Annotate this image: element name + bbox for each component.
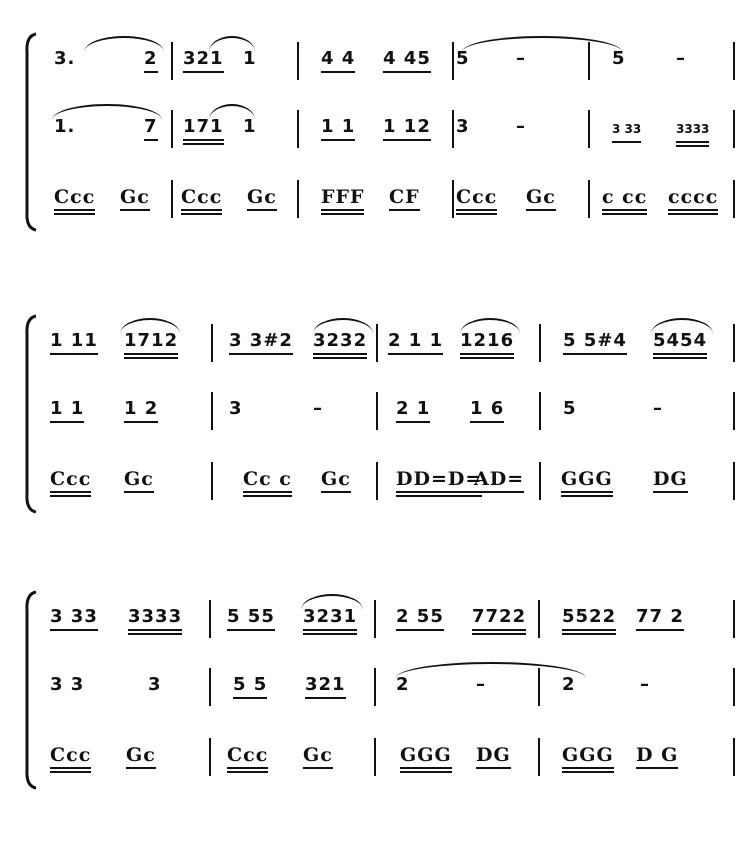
harmony-dash: – (653, 398, 663, 419)
harmony-note: 5 (563, 398, 577, 419)
barline (733, 180, 735, 218)
chord-symbol: Gc (321, 468, 351, 490)
measure (211, 596, 371, 642)
measure (211, 734, 371, 780)
chord-symbol: Ccc (456, 186, 498, 208)
measure (376, 596, 536, 642)
melody-note: 2 1 1 (388, 330, 444, 351)
chord-symbol: DG (476, 744, 511, 766)
score-system-3 (22, 586, 734, 796)
barline (733, 392, 735, 430)
system-brace (22, 590, 40, 790)
melody-note: 4 45 (383, 48, 431, 69)
measure (40, 734, 208, 780)
harmony-note: 3 (456, 116, 470, 137)
measure (213, 320, 373, 366)
measure (454, 176, 588, 222)
barline (733, 668, 735, 706)
chord-part (40, 176, 734, 226)
chord-symbol: GGG (400, 744, 452, 766)
measure (590, 176, 734, 222)
melody-part (40, 320, 734, 370)
melody-note: 321 (183, 48, 224, 69)
harmony-note: 7 (144, 116, 158, 137)
melody-note: 5 5#4 (563, 330, 627, 351)
melody-note: 3333 (128, 606, 183, 627)
measure (540, 664, 730, 710)
harmony-dash: – (476, 674, 486, 695)
measure (40, 106, 170, 152)
harmony-note: 3 33 (612, 118, 641, 140)
measure (376, 664, 536, 710)
harmony-part (40, 664, 734, 714)
chord-part (40, 734, 734, 784)
melody-note: 5 (456, 48, 470, 69)
chord-symbol: Ccc (227, 744, 269, 766)
measure (376, 734, 536, 780)
measure (540, 596, 730, 642)
chord-symbol: Ccc (181, 186, 223, 208)
melody-note: 3. (54, 48, 76, 69)
melody-part (40, 596, 734, 646)
system-brace (22, 32, 40, 232)
chord-symbol: Cc c (243, 468, 292, 490)
melody-dash: – (516, 48, 526, 69)
barline (733, 738, 735, 776)
melody-note: 7722 (472, 606, 527, 627)
measure (40, 596, 208, 642)
harmony-note: 3333 (676, 118, 709, 140)
melody-note: 5454 (653, 330, 708, 351)
measure (541, 320, 731, 366)
harmony-note: 1. (54, 116, 76, 137)
chord-part (40, 458, 734, 508)
melody-note: 5522 (562, 606, 617, 627)
melody-note: 1712 (124, 330, 179, 351)
score-system-1 (22, 28, 734, 238)
measure (454, 106, 588, 152)
harmony-dash: – (640, 674, 650, 695)
measure (590, 106, 734, 152)
melody-note: 77 2 (636, 606, 684, 627)
measure (40, 320, 210, 366)
measure (454, 38, 588, 84)
measure (299, 106, 451, 152)
harmony-note: 2 1 (396, 398, 431, 419)
score-system-2 (22, 310, 734, 520)
chord-symbol: DG (653, 468, 688, 490)
harmony-dash: – (313, 398, 323, 419)
chord-symbol: CF (389, 186, 420, 208)
harmony-note: 1 1 (321, 116, 356, 137)
chord-symbol: AD= (474, 468, 525, 490)
chord-symbol: Ccc (50, 744, 92, 766)
harmony-part (40, 106, 734, 156)
harmony-note: 321 (305, 674, 346, 695)
chord-symbol: Ccc (54, 186, 96, 208)
measure (40, 388, 210, 434)
barline (733, 110, 735, 148)
melody-dash: – (676, 48, 686, 69)
barline (733, 462, 735, 500)
measure (378, 320, 538, 366)
measure (213, 458, 373, 504)
chord-symbol: GGG (561, 468, 613, 490)
measure (40, 38, 170, 84)
melody-note: 5 55 (227, 606, 275, 627)
chord-symbol: D G (636, 744, 679, 766)
chord-symbol: Gc (303, 744, 333, 766)
measure (173, 106, 295, 152)
harmony-note: 1 1 (50, 398, 85, 419)
measure (590, 38, 734, 84)
chord-symbol: cccc (668, 186, 719, 208)
chord-symbol: Gc (126, 744, 156, 766)
chord-symbol: Gc (526, 186, 556, 208)
harmony-note: 2 (396, 674, 410, 695)
melody-note: 1 11 (50, 330, 98, 351)
chord-symbol: Gc (120, 186, 150, 208)
melody-note: 2 (144, 48, 158, 69)
measure (299, 176, 451, 222)
harmony-note: 5 5 (233, 674, 268, 695)
chord-symbol: Gc (124, 468, 154, 490)
chord-symbol: Ccc (50, 468, 92, 490)
measure (541, 388, 731, 434)
chord-symbol: GGG (562, 744, 614, 766)
harmony-note: 3 (229, 398, 243, 419)
barline (733, 324, 735, 362)
melody-note: 3 33 (50, 606, 98, 627)
measure (299, 38, 451, 84)
harmony-dash: – (516, 116, 526, 137)
melody-note: 5 (612, 48, 626, 69)
measure (378, 388, 538, 434)
measure (173, 176, 295, 222)
melody-note: 3231 (303, 606, 358, 627)
barline (733, 42, 735, 80)
harmony-note: 1 2 (124, 398, 159, 419)
harmony-part (40, 388, 734, 438)
melody-note: 3232 (313, 330, 368, 351)
melody-note: 4 4 (321, 48, 356, 69)
harmony-note: 3 3 (50, 674, 85, 695)
chord-symbol: DD=D= (396, 468, 483, 490)
melody-note: 2 55 (396, 606, 444, 627)
measure (540, 734, 730, 780)
measure (40, 458, 210, 504)
harmony-note: 171 (183, 116, 224, 137)
measure (213, 388, 373, 434)
chord-symbol: Gc (247, 186, 277, 208)
chord-symbol: c cc (602, 186, 648, 208)
melody-note: 3 3#2 (229, 330, 293, 351)
measure (173, 38, 295, 84)
measure (40, 664, 208, 710)
harmony-note: 2 (562, 674, 576, 695)
harmony-note: 3 (148, 674, 162, 695)
chord-symbol: FFF (321, 186, 365, 208)
melody-note: 1 (243, 48, 257, 69)
system-brace (22, 314, 40, 514)
barline (733, 600, 735, 638)
measure (211, 664, 371, 710)
harmony-note: 1 12 (383, 116, 431, 137)
melody-part (40, 38, 734, 88)
harmony-note: 1 6 (470, 398, 505, 419)
melody-note: 1216 (460, 330, 515, 351)
measure (378, 458, 538, 504)
measure (541, 458, 731, 504)
measure (40, 176, 170, 222)
harmony-note: 1 (243, 116, 257, 137)
